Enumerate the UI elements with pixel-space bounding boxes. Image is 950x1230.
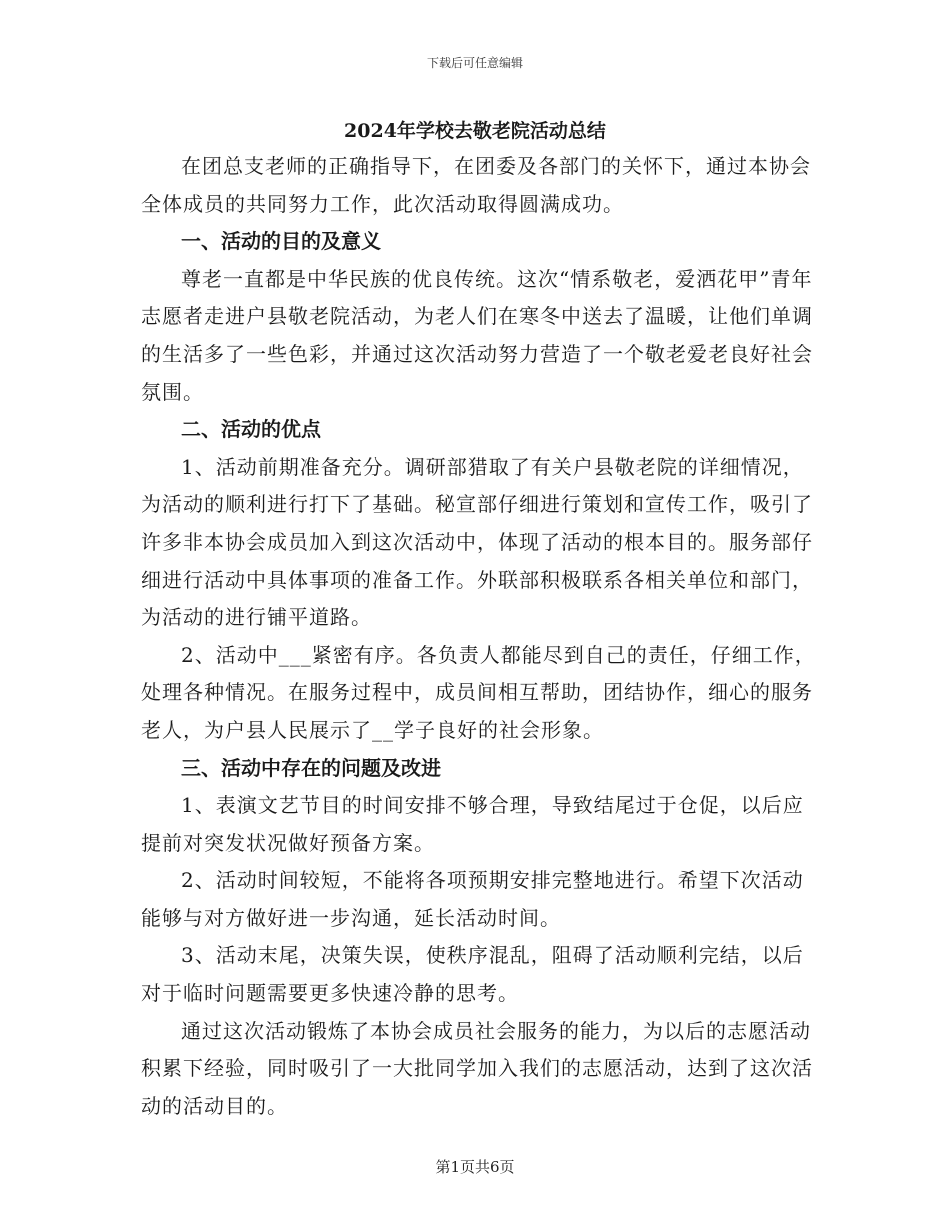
problems-paragraph-2: 2、活动时间较短，不能将各项预期安排完整地进行。希望下次活动能够与对方做好进一步沟通，延长活动时间。: [141, 868, 804, 930]
problems-paragraph-1: 1、表演文艺节目的时间安排不够合理，导致结尾过于仓促，以后应提前对突发状况做好预备方案。: [141, 793, 804, 855]
conclusion-paragraph: 通过这次活动锻炼了本协会成员社会服务的能力，为以后的志愿活动积累下经验，同时吸引了一大批同学加入我们的志愿活动，达到了这次活动的活动目的。: [141, 1018, 813, 1118]
section-heading-strengths: 二、活动的优点: [181, 417, 321, 442]
strengths-paragraph-2: 2、活动中___紧密有序。各负责人都能尽到自己的责任，仔细工作，处理各种情况。在服务过程中，成员间相互帮助，团结协作，细心的服务老人，为户县人民展示了__学子良好的社会形象。: [141, 642, 816, 742]
document-body: [141, 148, 821, 1125]
page-number: 第1页共6页: [435, 1158, 515, 1176]
intro-paragraph: 在团总支老师的正确指导下，在团委及各部门的关怀下，通过本协会全体成员的共同努力工作，此次活动取得圆满成功。: [141, 154, 811, 216]
page-header-note: 下载后可任意编辑: [426, 56, 523, 70]
section-heading-problems: 三、活动中存在的问题及改进: [181, 755, 441, 780]
strengths-paragraph-1: 1、活动前期准备充分。调研部猎取了有关户县敬老院的详细情况，为活动的顺利进行打下了基础。秘宣部仔细进行策划和宣传工作，吸引了许多非本协会成员加入到这次活动中，体现了活动的根本目的。服务部仔细进行活动中具体事项的准备工作。外联部积极联系各相关单位和部门，为活动的进行铺平道路。: [141, 454, 813, 630]
purpose-paragraph: 尊老一直都是中华民族的优良传统。这次“情系敬老，爱洒花甲”青年志愿者走进户县敬老院活动，为老人们在寒冬中送去了温暖，让他们单调的生活多了一些色彩，并通过这次活动努力营造了一个敬老爱老良好社会氛围。: [141, 266, 813, 404]
document-title: 2024年学校去敬老院活动总结: [344, 120, 606, 142]
problems-paragraph-3: 3、活动末尾，决策失误，使秩序混乱，阻碍了活动顺利完结，以后对于临时问题需要更多快速冷静的思考。: [141, 943, 804, 1006]
section-heading-purpose: 一、活动的目的及意义: [181, 229, 381, 254]
